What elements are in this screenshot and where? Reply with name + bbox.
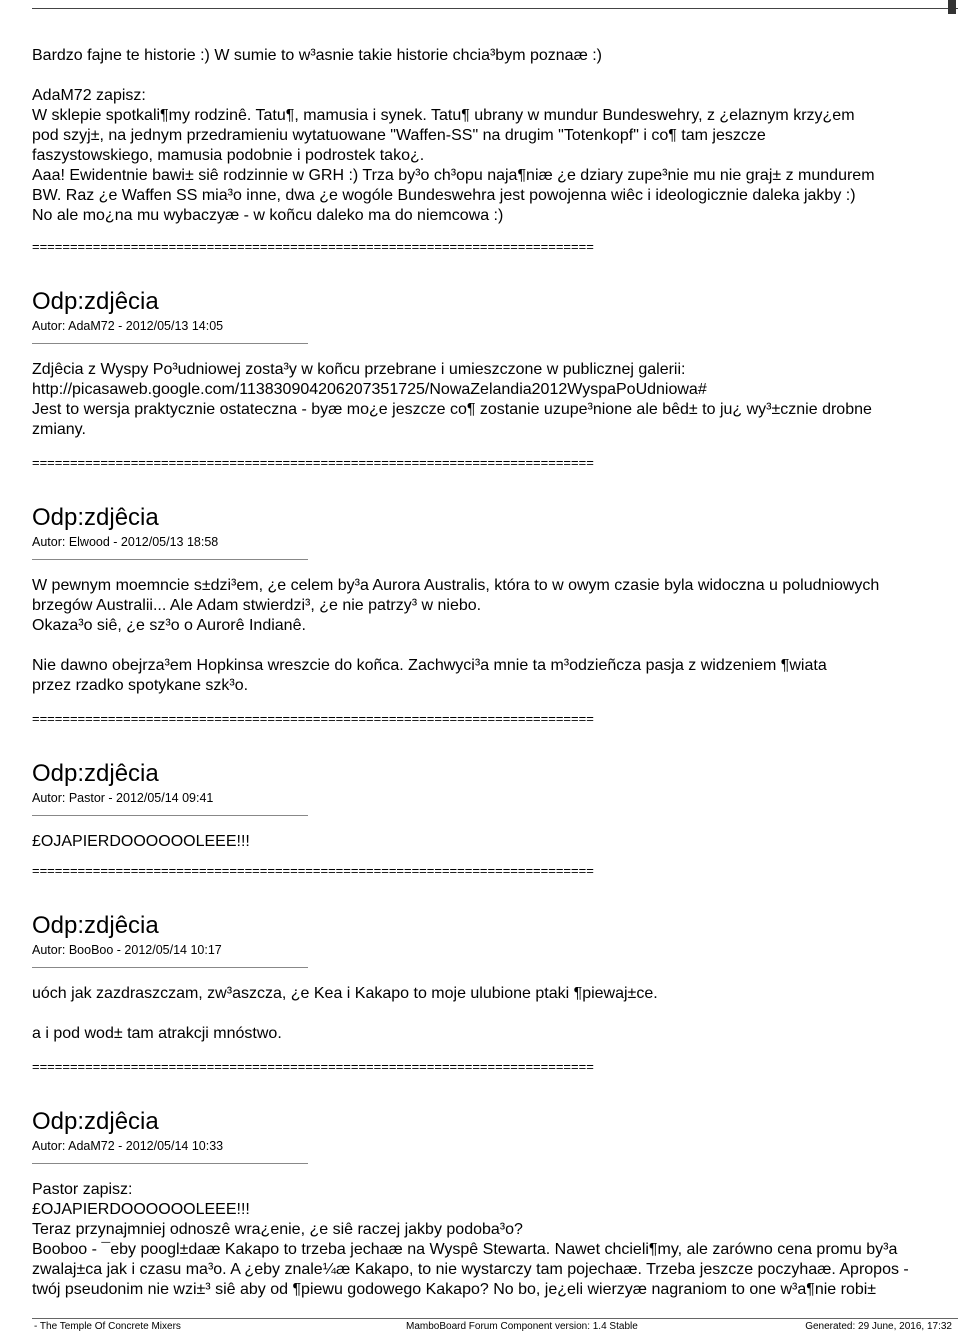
post-divider: ========================================================================== — [32, 455, 594, 470]
quote-line: pod szyj±, na jednym przedramieniu wytatuowane "Waffen-SS" na drugim "Totenkopf" i co¶ tam jeszcze — [32, 127, 766, 144]
post-author: Autor: AdaM72 - 2012/05/13 14:05 — [32, 319, 224, 333]
blank-line — [32, 1004, 954, 1024]
post-line: £OJAPIERDOOOOOOLEEE!!! — [32, 833, 250, 850]
quote-header: AdaM72 zapisz: — [32, 87, 146, 104]
post-line: Zdjêcia z Wyspy Po³udniowej zosta³y w koñcu przebrane i umieszczone w publicznej galerii: — [32, 361, 686, 378]
post-line: W pewnym moemncie s±dzi³em, ¿e celem by³a Aurora Australis, która to w owym czasie byla widoczna u poludniowych — [32, 577, 880, 594]
post-line: Teraz przynajmniej odnoszê wra¿enie, ¿e siê raczej jakby podoba³o? — [32, 1221, 523, 1238]
post-line: brzegów Australii... Ale Adam stwierdzi³, ¿e nie patrzy³ w niebo. — [32, 597, 482, 614]
page-corner-mark — [948, 0, 956, 14]
quote-line: W sklepie spotkali¶my rodzinê. Tatu¶, mamusia i synek. Tatu¶ ubrany w mundur Bundeswehry, z ¿elaznym krzy¿em — [32, 107, 855, 124]
post-author: Autor: Elwood - 2012/05/13 18:58 — [32, 535, 219, 549]
intro-line: Bardzo fajne te historie :) W sumie to w³asnie takie historie chcia³bym poznaæ :) — [32, 47, 603, 64]
post-title: Odp:zdjêcia — [32, 912, 159, 939]
post — [32, 760, 954, 878]
post — [32, 1108, 954, 1300]
post-author: Autor: AdaM72 - 2012/05/14 10:33 — [32, 1139, 224, 1153]
author-rule — [32, 559, 308, 560]
blank-line — [32, 636, 954, 656]
post-link[interactable]: http://picasaweb.google.com/113830904206207351725/NowaZelandia2012WyspaPoUdniowa# — [32, 381, 707, 398]
quote-header: Pastor zapisz: — [32, 1181, 133, 1198]
author-rule — [32, 815, 308, 816]
post-line: przez rzadko spotykane szk³o. — [32, 677, 249, 694]
post-divider: ========================================================================== — [32, 239, 594, 254]
footer-generated: Generated: 29 June, 2016, 17:32 — [805, 1321, 952, 1332]
post-divider: ========================================================================== — [32, 711, 594, 726]
post-line: Jest to wersja praktycznie ostateczna - byæ mo¿e jeszcze co¶ zostanie uzupe³nione ale bêd± to ju¿ wy³±cznie drobne — [32, 401, 872, 418]
post-title: Odp:zdjêcia — [32, 760, 159, 787]
post-line: a i pod wod± tam atrakcji mnóstwo. — [32, 1025, 282, 1042]
post-title: Odp:zdjêcia — [32, 504, 159, 531]
post-title: Odp:zdjêcia — [32, 288, 159, 315]
page-footer — [32, 1318, 958, 1333]
reply-line: No ale mo¿na mu wybaczyæ - w koñcu daleko ma do niemcowa :) — [32, 207, 504, 224]
post-line: uóch jak zazdraszczam, zw³aszcza, ¿e Kea i Kakapo to moje ulubione ptaki ¶piewaj±ce. — [32, 985, 658, 1002]
reply-line: BW. Raz ¿e Waffen SS mia³o inne, dwa ¿e wogóle Bundeswehra jest powojenna wiêc i ideologicznie daleka jakby :) — [32, 187, 856, 204]
post-line: zmiany. — [32, 421, 86, 438]
post-author: Autor: BooBoo - 2012/05/14 10:17 — [32, 943, 222, 957]
post — [32, 288, 954, 470]
intro-post — [32, 46, 954, 254]
post-line: Okaza³o siê, ¿e sz³o o Aurorê Indianê. — [32, 617, 306, 634]
author-rule — [32, 343, 308, 344]
blank-line — [32, 66, 954, 86]
post — [32, 912, 954, 1074]
post-line: zwalaj±ca jak i czasu ma³o. A ¿eby znale¼æ Kakapo, to nie wystarczy tam pojechaæ. Trzeba jeszcze poczyhaæ. Apropos - — [32, 1261, 909, 1278]
author-rule — [32, 1163, 308, 1164]
author-rule — [32, 967, 308, 968]
post-title: Odp:zdjêcia — [32, 1108, 159, 1135]
quote-line: £OJAPIERDOOOOOOLEEE!!! — [32, 1201, 250, 1218]
reply-line: Aaa! Ewidentnie bawi± siê rodzinnie w GRH :) Trza by³o ch³opu naja¶niæ ¿e dziary zupe³nie mu nie graj± z mundurem — [32, 167, 875, 184]
post-divider: ========================================================================== — [32, 863, 594, 878]
post-line: twój pseudonim nie wzi±³ siê aby od ¶piewu godowego Kakapo? No bo, je¿eli wierzyæ nagraniom to one w³a¶nie robi± — [32, 1281, 877, 1298]
post-divider: ========================================================================== — [32, 1059, 594, 1074]
page-top-rule — [32, 8, 958, 9]
footer-version: MamboBoard Forum Component version: 1.4 Stable — [406, 1321, 638, 1332]
post-line: Booboo - ¯eby poogl±daæ Kakapo to trzeba jechaæ na Wyspê Stewarta. Nawet chcieli¶my, ale zarówno cena promu by³a — [32, 1241, 898, 1258]
post — [32, 504, 954, 726]
post-author: Autor: Pastor - 2012/05/14 09:41 — [32, 791, 214, 805]
forum-thread — [32, 46, 954, 1300]
quote-line: faszystowskiego, mamusia podobnie i podrostek tako¿. — [32, 147, 425, 164]
post-line: Nie dawno obejrza³em Hopkinsa wreszcie do koñca. Zachwyci³a mnie ta m³odzieñcza pasja z widzeniem ¶wiata — [32, 657, 827, 674]
footer-site-name: - The Temple Of Concrete Mixers — [34, 1321, 181, 1332]
